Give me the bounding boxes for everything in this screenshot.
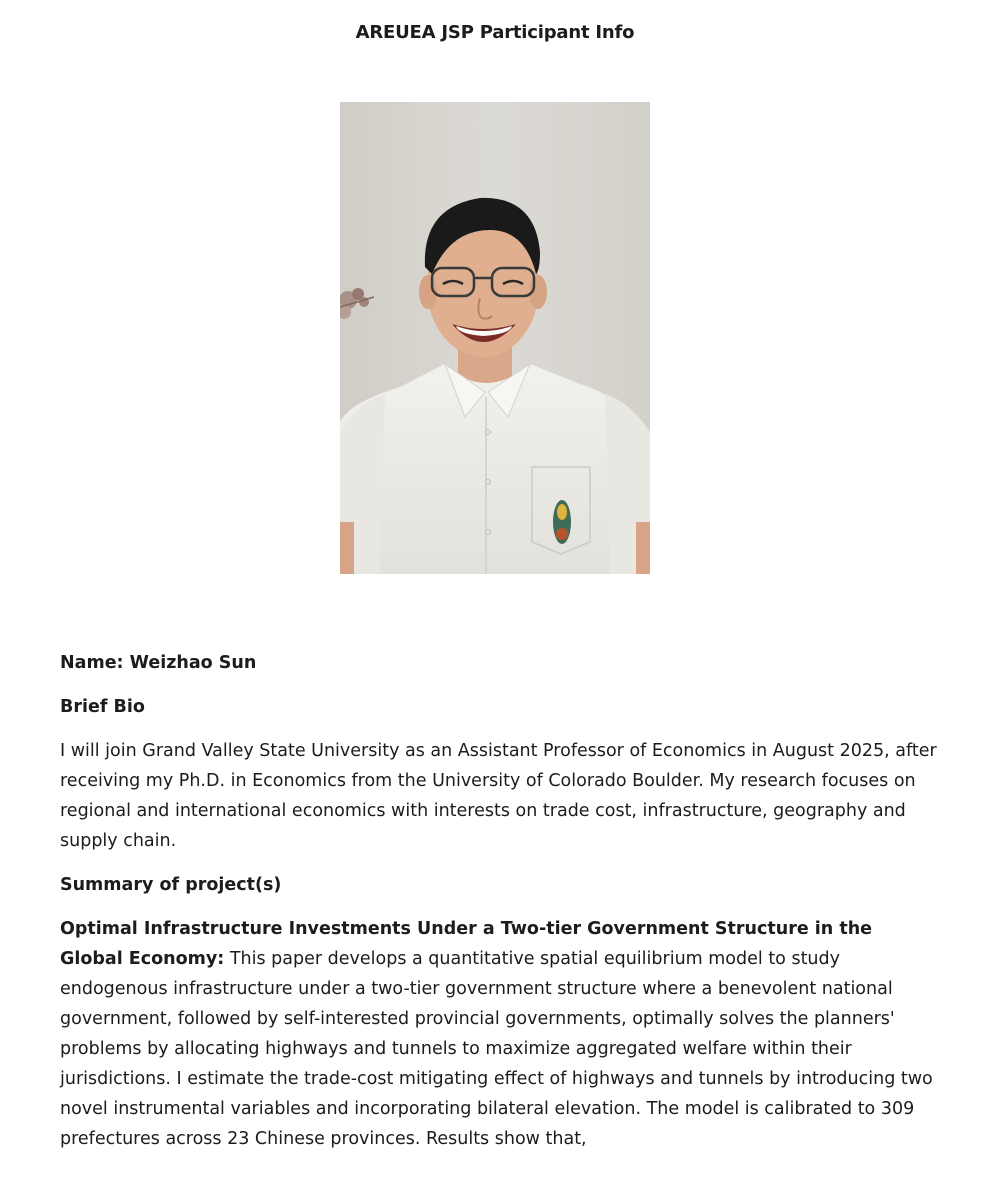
project-summary (60, 914, 940, 1154)
page-title: AREUEA JSP Participant Info (355, 22, 635, 43)
bio-text: I will join Grand Valley State University as an Assistant Professor of Economics in August 2025, after receiving my Ph.D. in Economics from the University of Colorado Boulder. My research focuses on regional and international economics with interests on trade cost, infrastructure, geography and supply chain. (60, 741, 937, 851)
project-text: This paper develops a quantitative spatial equilibrium model to study endogenous infrastructure under a two-tier government structure where a benevolent national government, followed by self-interested provincial governments, optimally solves the planners' problems by allocating highways and tunnels to maximize aggregated welfare within their jurisdictions. I estimate the trade-cost mitigating effect of highways and tunnels by introducing two novel instrumental variables and incorporating bilateral elevation. The model is calibrated to 309 prefectures across 23 Chinese provinces. Results show that, (60, 949, 933, 1149)
portrait-photo (340, 102, 650, 574)
summary-heading: Summary of project(s) (60, 875, 282, 895)
participant-info (60, 648, 940, 1154)
bio-heading: Brief Bio (60, 697, 145, 717)
pocket-patch (553, 500, 571, 544)
project-title: Optimal Infrastructure Investments Under a Two-tier Government Structure in the Global Economy: (60, 919, 873, 969)
participant-name: Name: Weizhao Sun (60, 653, 257, 673)
